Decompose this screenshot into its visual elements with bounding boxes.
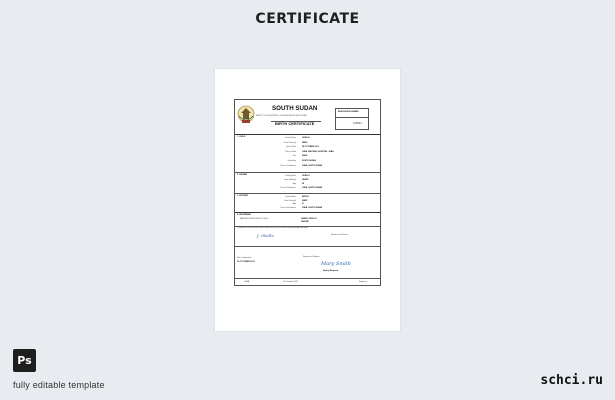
field-label: Nationality [287,160,296,162]
field-value: OKELLO [302,175,310,177]
field-value: DENG [302,141,308,144]
page-title: CERTIFICATE [255,11,360,27]
field-value: JAMES [302,179,309,181]
date-registration-label: Date of registration [237,257,252,259]
title-rule [271,121,321,122]
registrar-title: Deputy Registrar [323,270,339,272]
date-registration-value: 14 OCTOBER 2012 [237,261,255,263]
document-title: BIRTH CERTIFICATE [275,121,315,126]
field-value: MARY [302,199,308,202]
field-label: Given Name(s) [283,141,296,144]
section-divider [235,172,380,173]
registrar-signature: Mary Smith [321,261,351,267]
certificate-preview [215,69,400,331]
footer-date: 14 October 2012 [283,281,298,283]
field-value: 31 [302,203,305,206]
field-value: SOUTH SUDAN [302,160,316,162]
field-label: Place of Residence [280,187,296,189]
field-label: Family Name [285,196,296,198]
field-value: JUBA, SOUTH SUDAN [302,187,323,189]
field-label: Place of Residence [280,164,296,167]
photoshop-icon: Ps [13,349,36,372]
section-divider [235,212,380,213]
field-label: Given Name(s) [283,179,296,181]
section-mother-label: 3. MOTHER [237,195,248,197]
section-child-label: 1. CHILD [237,136,246,138]
coat-of-arms-emblem [237,105,255,125]
field-value: JUBA TEACHING HOSPITAL, JUBA [302,150,334,153]
field-value: 38 [302,183,305,185]
field-label: Age [292,183,296,185]
field-value: AKECH [302,196,309,198]
certificate-frame [234,99,381,286]
field-label: Place of Residence [280,206,296,209]
informant-signature: J. Okello [257,233,274,238]
section-father-label: 2. FATHER [237,174,248,176]
informant-field-label: NAME AND RELATIONSHIP TO CHILD [240,219,269,220]
registration-box [335,108,369,130]
caption: fully editable template [13,380,105,390]
footer-divider [235,278,380,279]
section-informant-label: 4. INFORMANT [237,214,252,216]
field-label: Age [292,203,296,206]
header-divider [235,134,380,135]
field-value: JUBA, SOUTH SUDAN [302,164,323,167]
section-divider [235,193,380,194]
field-value: 14 OCTOBER 2012 [302,146,319,149]
site-watermark: schci.ru [540,373,603,388]
field-label: Date of Birth [286,146,296,149]
field-value: OKELLO [302,137,310,139]
field-label: Given Name(s) [283,199,296,202]
registration-label: REGISTRATION NUMBER [338,111,359,113]
registration-divider [336,117,368,118]
field-label: Family Name [285,175,296,177]
field-label: Place of Birth [285,150,296,153]
field-label: Family Name [285,137,296,139]
field-value: JUBA, SOUTH SUDAN [302,206,323,209]
informant-name: JAMES OKELLO [301,218,317,220]
informant-relationship: FATHER [301,221,309,223]
field-label: Sex [292,155,296,158]
footer-registrar: Registrar [359,281,368,283]
country-name: SOUTH SUDAN [272,105,318,112]
informant-signature-label: Signature of Informant [331,234,348,236]
registrar-signature-label: Signature of Registrar [303,256,320,258]
ministry-subtitle: MINISTRY OF THE INTERIOR, CIVIL REGISTRATION DIRECTORATE [256,116,307,117]
field-value: MALE [302,155,308,158]
registration-number: 120044 [353,122,362,125]
certify-statement: I certify that the particulars entered above are true to the best of my knowledge and belief [237,227,308,229]
footer-place: JUBA [244,281,250,283]
section-divider [235,246,380,247]
